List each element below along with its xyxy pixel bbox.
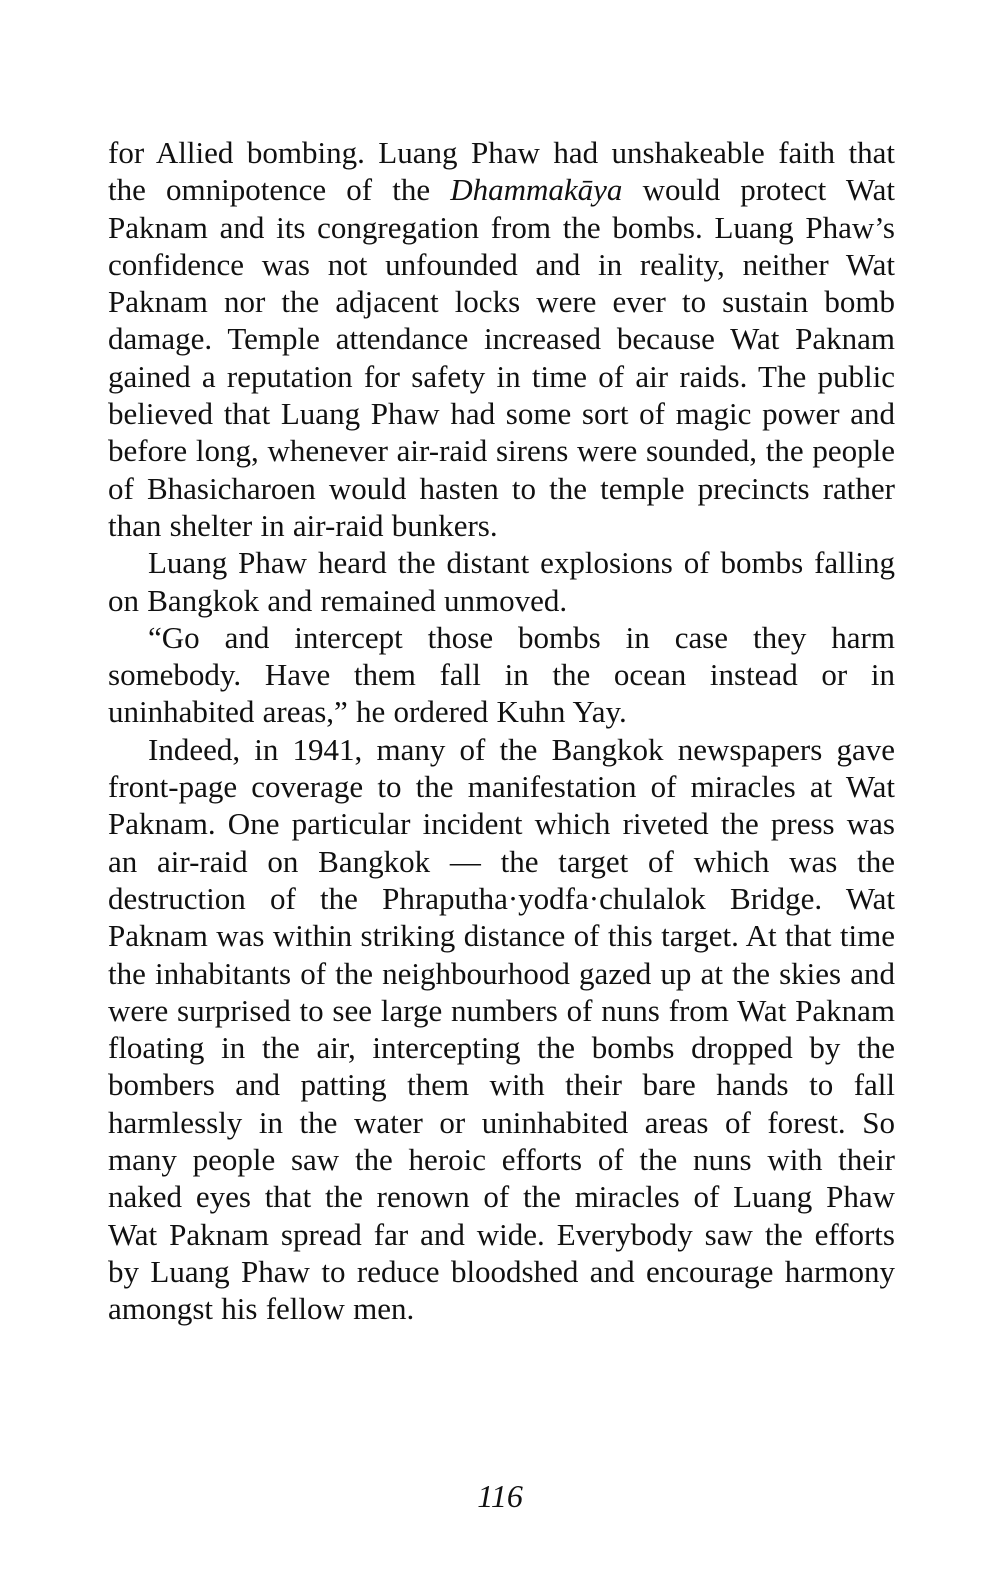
body-text — [108, 134, 895, 1328]
paragraph-3-text: “Go and intercept those bombs in case they harm somebody. Have them fall in the ocean instead or in uninhabited areas,” he ordered Kuhn Yay. — [108, 619, 895, 730]
page-number: 116 — [477, 1478, 523, 1514]
paragraph-4 — [108, 731, 895, 1328]
paragraph-2 — [108, 544, 895, 619]
paragraph-2-text: Luang Phaw heard the distant explosions of bombs falling on Bangkok and remained unmoved. — [108, 545, 895, 618]
dhammakaya-term: Dhammakāya — [450, 172, 623, 208]
paragraph-1-text-2: would protect Wat Paknam and its congregation from the bombs. Luang Phaw’s confidence was not unfounded and in reality, neither Wat Paknam nor the adjacent locks were ever to sustain bomb damage. Temple attendance increased because Wat Paknam gained a reputation for safety in time of air raids. The public believed that Luang Phaw had some sort of magic power and before long, whenever air-raid sirens were sounded, the people of Bhasicharoen would hasten to the temple precincts rather than shelter in air-raid bunkers. — [108, 172, 896, 543]
paragraph-1-text-1: for Allied bombing. Luang Phaw had unshakeable faith that the omnipotence of the — [108, 135, 895, 208]
paragraph-1 — [108, 134, 895, 544]
paragraph-4-text: Indeed, in 1941, many of the Bangkok newspapers gave front-page coverage to the manifestation of miracles at Wat Paknam. One particular incident which riveted the press was an air-raid on Bangkok — the target of which was the destruction of the Phraputha·yodfa·chulalok Bridge. Wat Paknam was within striking distance of this target. At that time the inhabitants of the neighbourhood gazed up at the skies and were surprised to see large numbers of nuns from Wat Paknam floating in the air, intercepting the bombs dropped by the bombers and patting them with their bare hands to fall harmlessly in the water or uninhabited areas of forest. So many people saw the heroic efforts of the nuns with their naked eyes that the renown of the miracles of Luang Phaw Wat Paknam spread far and wide. Everybody saw the efforts by Luang Phaw to reduce bloodshed and encourage harmony amongst his fellow men. — [108, 731, 895, 1327]
page-body — [108, 134, 895, 1328]
paragraph-3 — [108, 619, 895, 731]
